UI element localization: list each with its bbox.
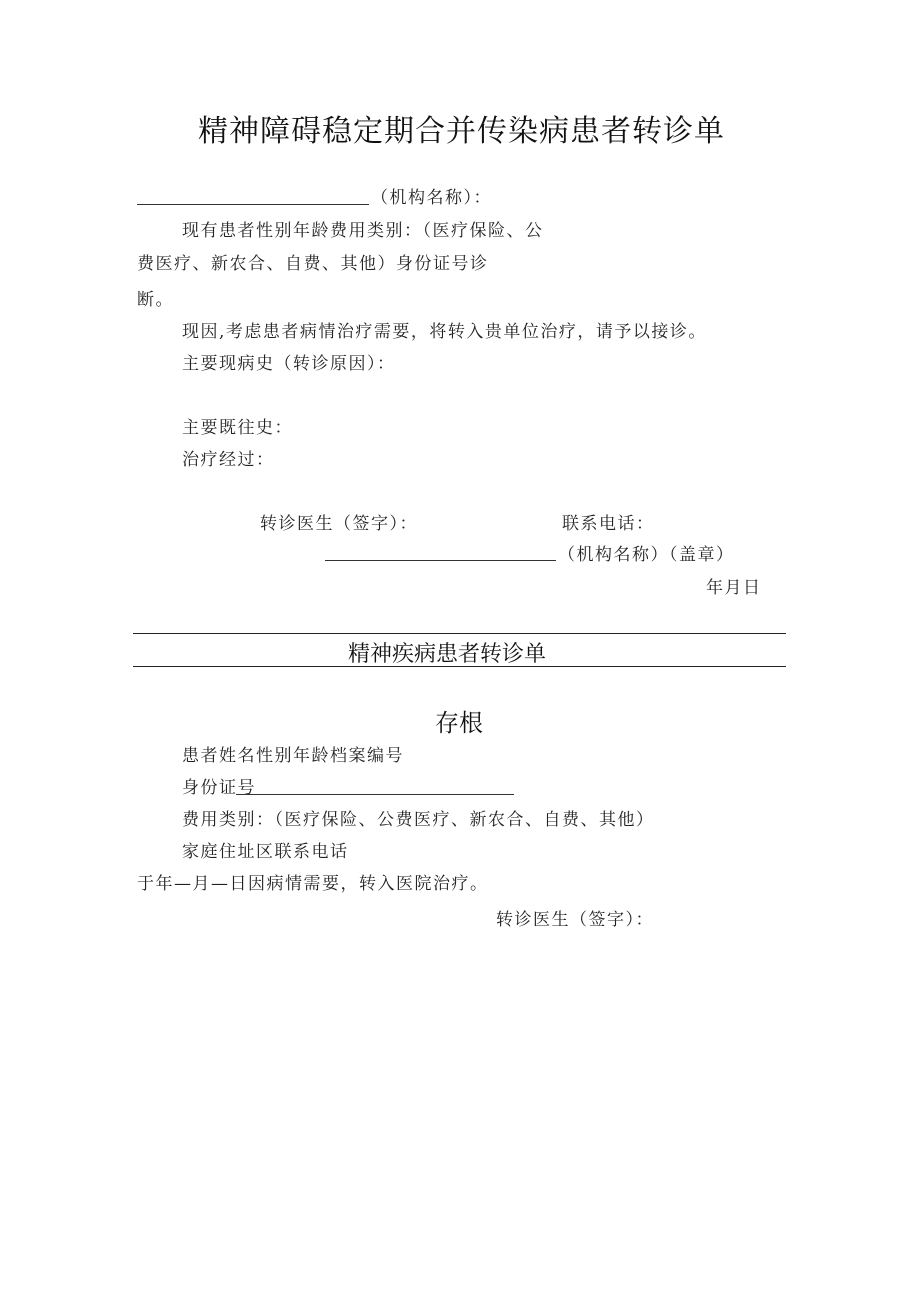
stub-bottom-rule xyxy=(133,666,786,667)
stub-fee-type-line: 费用类别：（医疗保险、公费医疗、新农合、自费、其他） xyxy=(182,810,655,830)
institution-name-blank[interactable] xyxy=(137,204,369,205)
stub-date-reason-line: 于年—月—日因病情需要，转入医院治疗。 xyxy=(137,874,489,894)
patient-info-line-3: 断。 xyxy=(137,290,174,310)
institution-stamp-label: （机构名称）（盖章） xyxy=(558,545,735,565)
contact-phone-label: 联系电话： xyxy=(562,514,655,534)
date-label: 年月日 xyxy=(706,578,762,598)
stub-subtitle: 存根 xyxy=(435,709,483,737)
referral-reason-line: 现因,考虑患者病情治疗需要，将转入贵单位治疗，请予以接诊。 xyxy=(182,322,707,342)
stamp-institution-blank[interactable] xyxy=(325,560,556,561)
stub-patient-line: 患者姓名性别年龄档案编号 xyxy=(182,746,404,766)
stub-top-rule xyxy=(133,633,786,634)
patient-info-line-1: 现有患者性别年龄费用类别：（医疗保险、公 xyxy=(182,221,544,241)
present-history-label: 主要现病史（转诊原因）： xyxy=(182,354,396,374)
stub-id-label: 身份证号 xyxy=(182,778,256,798)
stub-address-line: 家庭住址区联系电话 xyxy=(182,842,349,862)
referring-doctor-signature-label: 转诊医生（签字）： xyxy=(260,514,418,534)
form1-title: 精神障碍稳定期合并传染病患者转诊单 xyxy=(198,114,725,149)
institution-name-label: （机构名称）： xyxy=(371,188,492,208)
form2-title: 精神疾病患者转诊单 xyxy=(348,642,547,667)
stub-id-blank[interactable] xyxy=(236,794,514,795)
patient-info-line-2: 费医疗、新农合、自费、其他）身份证号诊 xyxy=(137,254,489,274)
past-history-label: 主要既往史： xyxy=(182,418,293,438)
stub-doctor-signature-label: 转诊医生（签字）： xyxy=(496,910,654,930)
treatment-label: 治疗经过： xyxy=(182,450,275,470)
